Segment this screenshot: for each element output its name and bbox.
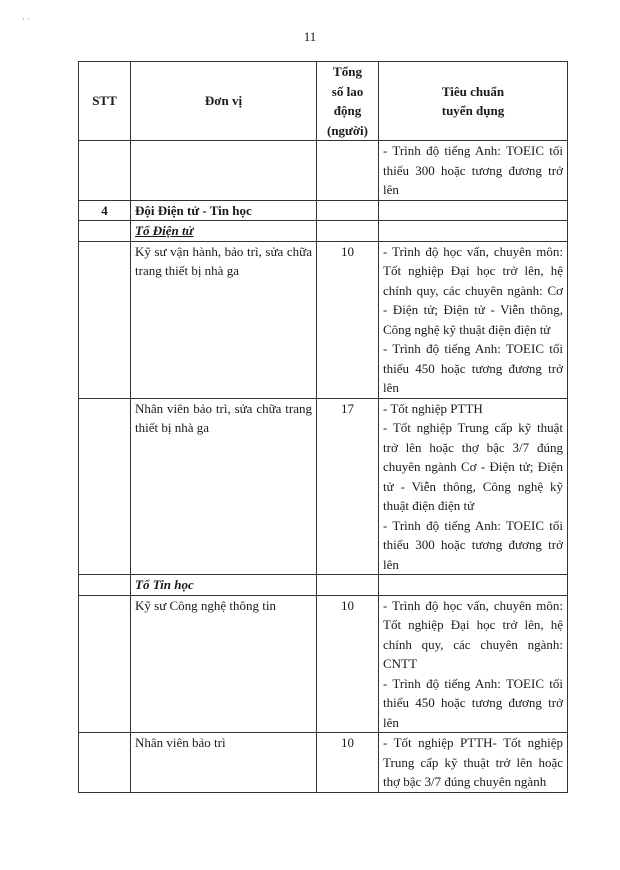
recruitment-table xyxy=(78,61,568,793)
unit-cell: Nhân viên bảo trì, sửa chữa trang thiết bị nhà ga xyxy=(131,398,317,575)
header-criteria-line: Tiêu chuẩn xyxy=(441,83,505,99)
criteria-line: - Trình độ tiếng Anh: TOEIC tối thiểu 300 hoặc tương đương trở lên xyxy=(383,517,563,572)
header-total-line: số lao xyxy=(331,83,364,99)
section-stt: 4 xyxy=(79,200,131,221)
header-total-line: (người) xyxy=(327,122,368,138)
count-cell: 10 xyxy=(317,241,379,398)
group-name: Tổ Điện tử xyxy=(131,221,317,242)
unit-cell: Kỹ sư Công nghệ thông tin xyxy=(131,595,317,733)
group-name: Tổ Tin học xyxy=(131,575,317,596)
unit-cell: Kỹ sư vận hành, bảo trì, sửa chữa trang thiết bị nhà ga xyxy=(131,241,317,398)
header-total-line: Tổng xyxy=(333,64,362,79)
table-header-row xyxy=(79,62,568,141)
count-cell: 10 xyxy=(317,733,379,793)
criteria-line: - Tốt nghiệp PTTH xyxy=(383,400,483,416)
criteria-line: - Trình độ học vấn, chuyên môn: Tốt nghiệp Đại học trở lên, hệ chính quy, các chuyên ngành: Cơ - Điện tử; Điện tử - Viễn thông, Công nghệ kỹ thuật điện điện tử xyxy=(383,243,563,337)
count-cell: 10 xyxy=(317,595,379,733)
criteria-line: - Trình độ tiếng Anh: TOEIC tối thiểu 450 hoặc tương đương trở lên xyxy=(383,675,563,730)
count-cell: 17 xyxy=(317,398,379,575)
table-row xyxy=(79,595,568,733)
header-unit: Đơn vị xyxy=(131,62,317,141)
criteria-line: - Tốt nghiệp Trung cấp kỹ thuật trở lên hoặc thợ bậc 3/7 đúng chuyên ngành Cơ - Điện tử; Điện tử - Viễn thông, Công nghệ kỹ thuật điện điện tử xyxy=(383,420,563,513)
criteria-cell: - Trình độ tiếng Anh: TOEIC tối thiểu 300 hoặc tương đương trở lên xyxy=(379,141,568,201)
criteria-cell: - Tốt nghiệp PTTH- Tốt nghiệp Trung cấp kỹ thuật trở lên hoặc thợ bậc 3/7 đúng chuyên ngành xyxy=(379,733,568,793)
section-name: Đội Điện tử - Tin học xyxy=(131,200,317,221)
header-criteria-line: tuyển dụng xyxy=(441,103,505,118)
criteria-cell xyxy=(379,398,568,575)
header-total xyxy=(317,62,379,141)
page-number: 11 xyxy=(303,29,317,44)
table-row xyxy=(79,733,568,793)
unit-cell: Nhân viên bảo trì xyxy=(131,733,317,793)
header-criteria xyxy=(379,62,568,141)
table-row-continuation xyxy=(79,141,568,201)
table-row xyxy=(79,398,568,575)
scan-corner-mark: · · xyxy=(22,14,31,24)
group-row xyxy=(79,575,568,596)
header-stt: STT xyxy=(79,62,131,141)
table-row xyxy=(79,241,568,398)
section-row xyxy=(79,200,568,221)
criteria-line: - Trình độ học vấn, chuyên môn: Tốt nghiệp Đại học trở lên, hệ chính quy, các chuyên ngành: CNTT xyxy=(383,597,563,671)
header-total-line: động xyxy=(333,103,362,118)
criteria-cell xyxy=(379,595,568,733)
criteria-line: - Trình độ tiếng Anh: TOEIC tối thiểu 450 hoặc tương đương trở lên xyxy=(383,341,563,395)
group-row xyxy=(79,221,568,242)
criteria-cell xyxy=(379,241,568,398)
